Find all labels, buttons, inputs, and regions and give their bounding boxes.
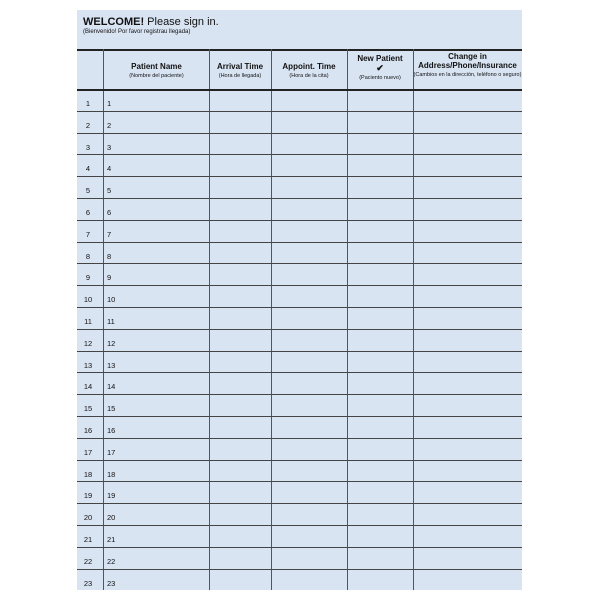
- row-number: 6: [85, 208, 91, 217]
- patient-name-row-label: 23: [107, 578, 116, 588]
- patient-name-row-label: 20: [107, 513, 116, 523]
- patient-name-row-label: 10: [107, 295, 116, 305]
- row-number: 23: [83, 578, 93, 588]
- row-number: 20: [83, 513, 93, 523]
- row-number: 11: [84, 317, 92, 326]
- patient-name-row-label: 12: [107, 338, 116, 348]
- patient-name-row-label: 15: [107, 404, 116, 414]
- row-divider: [77, 460, 522, 461]
- patient-name-row-label: 22: [107, 556, 116, 566]
- row-number: 15: [83, 404, 93, 414]
- patient-name-row-label: 16: [107, 426, 116, 435]
- row-number: 4: [85, 164, 91, 174]
- column-divider: [347, 49, 348, 590]
- column-divider: [413, 49, 414, 590]
- row-number: 3: [85, 142, 91, 152]
- row-number: 7: [85, 229, 91, 239]
- welcome-title: WELCOME! Please sign in.: [83, 16, 219, 28]
- row-number: 13: [83, 360, 93, 370]
- row-number: 5: [85, 186, 91, 196]
- row-divider: [77, 438, 522, 439]
- patient-name-row-label: 8: [107, 251, 112, 261]
- patient-name-row-label: 1: [107, 99, 112, 108]
- row-number: 8: [85, 251, 91, 261]
- row-divider: [77, 329, 522, 330]
- row-divider: [77, 307, 522, 308]
- row-divider: [77, 242, 522, 243]
- patient-name-row-label: 17: [107, 447, 116, 457]
- row-divider: [77, 503, 522, 504]
- header-bottom-border: [77, 89, 522, 91]
- column-header-change-info: Change in Address/Phone/Insurance (Cambios en la dirección, teléfono o seguro): [413, 52, 522, 78]
- column-divider: [271, 49, 272, 590]
- row-divider: [77, 263, 522, 264]
- column-header-arrival-time: Arrival Time (Hora de llegada): [216, 62, 264, 79]
- patient-name-row-label: 3: [107, 142, 112, 152]
- patient-name-row-label: 13: [107, 360, 116, 370]
- sign-in-sheet: [77, 10, 522, 590]
- column-header-appoint-time: Appoint. Time (Hora de la cita): [282, 62, 336, 79]
- row-number: 22: [83, 556, 93, 566]
- row-number: 18: [83, 469, 93, 479]
- row-number: 1: [85, 99, 91, 108]
- patient-name-row-label: 19: [107, 491, 116, 501]
- welcome-subtitle: (Bienvenido! Por favor registrau llegada): [83, 29, 191, 35]
- row-divider: [77, 372, 522, 373]
- row-divider: [77, 351, 522, 352]
- patient-name-row-label: 14: [107, 382, 116, 392]
- column-divider: [209, 49, 210, 590]
- row-divider: [77, 394, 522, 395]
- row-number: 17: [83, 447, 93, 457]
- patient-name-row-label: 4: [107, 164, 112, 174]
- row-divider: [77, 198, 522, 199]
- row-divider: [77, 547, 522, 548]
- row-number: 19: [83, 491, 93, 501]
- patient-name-row-label: 6: [107, 208, 112, 217]
- column-divider: [103, 49, 104, 590]
- row-divider: [77, 176, 522, 177]
- row-divider: [77, 133, 522, 134]
- row-divider: [77, 481, 522, 482]
- row-divider: [77, 111, 522, 112]
- patient-name-row-label: 21: [107, 535, 116, 544]
- column-header-patient-name: Patient Name (Nombre del paciente): [129, 62, 184, 79]
- row-divider: [77, 525, 522, 526]
- patient-name-row-label: 11: [107, 317, 115, 326]
- patient-name-row-label: 2: [107, 120, 112, 130]
- row-divider: [77, 285, 522, 286]
- row-divider: [77, 220, 522, 221]
- patient-name-row-label: 18: [107, 469, 116, 479]
- check-mark-icon: ✔: [376, 63, 384, 73]
- row-number: 12: [83, 338, 93, 348]
- patient-name-row-label: 9: [107, 273, 112, 283]
- row-number: 14: [83, 382, 93, 392]
- row-number: 21: [83, 535, 93, 544]
- row-number: 16: [83, 426, 93, 435]
- column-header-new-patient: New Patient ✔ (Paciento nuevo): [347, 50, 413, 92]
- patient-name-row-label: 7: [107, 229, 112, 239]
- row-divider: [77, 416, 522, 417]
- row-divider: [77, 154, 522, 155]
- patient-name-row-label: 5: [107, 186, 112, 196]
- row-number: 2: [85, 120, 91, 130]
- row-number: 10: [83, 295, 93, 305]
- row-divider: [77, 569, 522, 570]
- row-number: 9: [85, 273, 91, 283]
